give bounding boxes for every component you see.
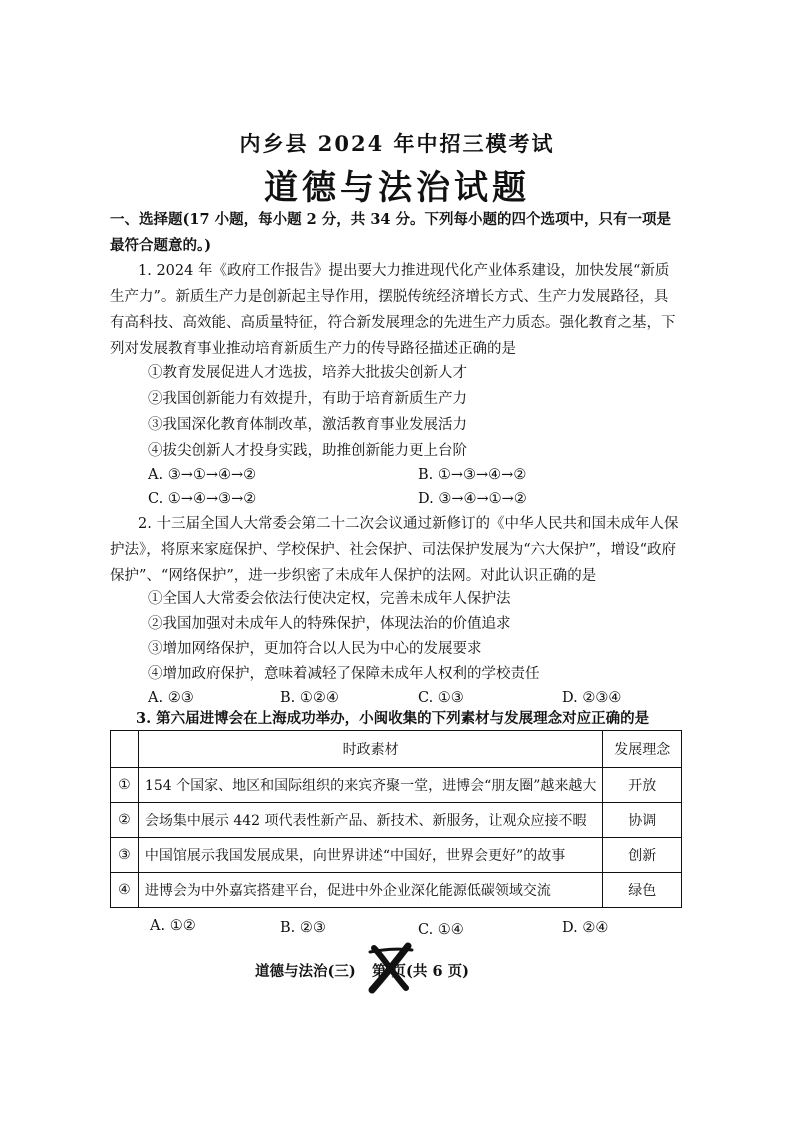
q2-stem: 2. 十三届全国人大常委会第二十二次会议通过新修订的《中华人民共和国未成年人保护法》，将原来家庭保护、学校保护、社会保护、司法保护发展为“六大保护”，增设“政府保护”、“网络保护”，进一步织密了未成年人保护的法网。对此认识正确的是: [110, 516, 679, 584]
q2-option-a: A. ②③: [148, 690, 194, 706]
q3-stem: 3. 第六届进博会在上海成功举办，小闽收集的下列素材与发展理念对应正确的是: [136, 710, 650, 727]
table-row: [111, 803, 682, 838]
q3-table: [110, 730, 682, 908]
row-index: ①: [111, 768, 139, 803]
row-material: 154 个国家、地区和国际组织的来宾齐聚一堂，进博会“朋友圈”越来越大: [138, 768, 603, 803]
handwritten-x-mark: [366, 942, 416, 994]
row-material: 进博会为中外嘉宾搭建平台，促进中外企业深化能源低碳领域交流: [138, 873, 603, 908]
row-concept: 协调: [603, 803, 682, 838]
table-header-material: 时政素材: [138, 731, 603, 768]
q3-option-d: D. ②④: [562, 920, 609, 936]
q2-statement-1: ①全国人大常委会依法行使决定权，完善未成年人保护法: [148, 591, 511, 607]
q1-statement-1: ①教育发展促进人才选拔，培养大批拔尖创新人才: [148, 365, 467, 381]
footer-page: 第 页(共 6 页): [372, 963, 469, 980]
footer-subject: 道德与法治(三): [255, 963, 356, 980]
row-index: ④: [111, 873, 139, 908]
q3-option-b: B. ②③: [280, 920, 326, 936]
q1-statement-4: ④拔尖创新人才投身实践，助推创新能力更上台阶: [148, 443, 467, 459]
q2-statement-4: ④增加政府保护，意味着减轻了保障未成年人权利的学校责任: [148, 666, 540, 682]
q1-option-d: D. ③→④→①→②: [418, 491, 527, 507]
q1-stem: 1. 2024 年《政府工作报告》提出要大力推进现代化产业体系建设，加快发展“新质生产力”。新质生产力是创新起主导作用，摆脱传统经济增长方式、生产力发展路径，具有高科技、高效能、高质量特征，符合新发展理念的先进生产力质态。强化教育之基，下列对发展教育事业推动培育新质生产力的传导路径描述正确的是: [110, 263, 676, 357]
q3-option-a: A. ①②: [150, 918, 196, 934]
table-row: [111, 873, 682, 908]
table-header-index: [111, 731, 139, 768]
row-material: 中国馆展示我国发展成果，向世界讲述“中国好，世界会更好”的故事: [138, 838, 603, 873]
row-index: ②: [111, 803, 139, 838]
subject-title: 道德与法治试题: [264, 168, 530, 208]
q3-option-c: C. ①④: [418, 922, 464, 938]
table-header-row: [111, 731, 682, 768]
row-concept: 创新: [603, 838, 682, 873]
section-heading: 一、选择题(17 小题，每小题 2 分，共 34 分。下列每小题的四个选项中，只有一项是最符合题意的。): [110, 211, 672, 254]
exam-title: 内乡县 2024 年中招三模考试: [239, 131, 555, 156]
q1-option-c: C. ①→④→③→②: [148, 491, 257, 507]
row-index: ③: [111, 838, 139, 873]
q2-option-c: C. ①③: [418, 690, 464, 706]
q2-statement-3: ③增加网络保护，更加符合以人民为中心的发展要求: [148, 641, 482, 657]
q2-option-b: B. ①②④: [280, 690, 339, 706]
q2-statement-2: ②我国加强对未成年人的特殊保护，体现法治的价值追求: [148, 616, 511, 632]
q1-statement-3: ③我国深化教育体制改革，激活教育事业发展活力: [148, 417, 467, 433]
q2-option-d: D. ②③④: [562, 690, 622, 706]
row-concept: 开放: [603, 768, 682, 803]
row-concept: 绿色: [603, 873, 682, 908]
table-row: [111, 768, 682, 803]
q1-option-b: B. ①→③→④→②: [418, 467, 527, 483]
table-row: [111, 838, 682, 873]
q1-statement-2: ②我国创新能力有效提升，有助于培育新质生产力: [148, 391, 467, 407]
row-material: 会场集中展示 442 项代表性新产品、新技术、新服务，让观众应接不暇: [138, 803, 603, 838]
table-header-concept: 发展理念: [603, 731, 682, 768]
q1-option-a: A. ③→①→④→②: [148, 467, 257, 483]
